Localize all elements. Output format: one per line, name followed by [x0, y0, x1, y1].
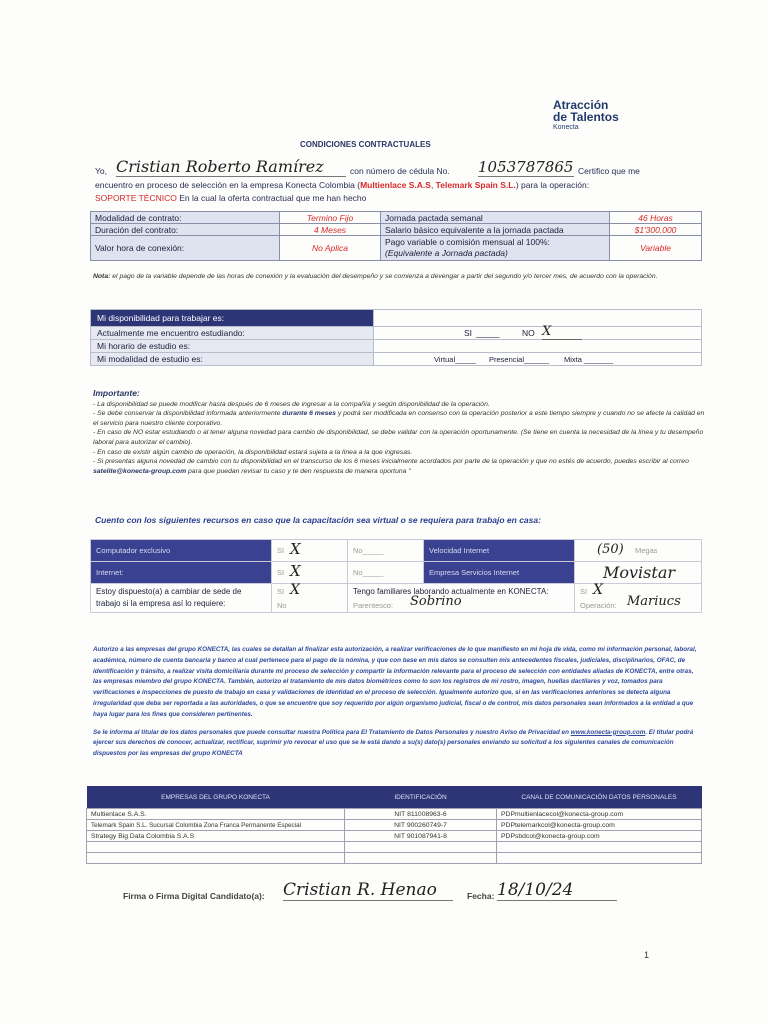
contract-value: No Aplica	[280, 236, 381, 261]
contract-label2: Salario básico equivalente a la jornada pactada	[381, 224, 610, 236]
table-row	[91, 540, 702, 562]
parentesco-cell: Parentesco: Sobrino	[348, 598, 575, 613]
table-row	[87, 809, 702, 820]
table-row	[91, 353, 702, 366]
contract-label2: Jornada pactada semanal	[381, 212, 610, 224]
date-handwritten: 18/10/24	[497, 880, 617, 901]
availability-schedule-answer	[374, 340, 702, 353]
table-header-row	[87, 786, 702, 809]
document-title: CONDICIONES CONTRACTUALES	[300, 140, 431, 149]
table-row	[91, 310, 702, 327]
isp-value: Movistar	[575, 562, 702, 584]
internet-no: No_____	[348, 562, 424, 584]
table-row	[87, 853, 702, 864]
col-header: IDENTIFICACIÓN	[345, 786, 497, 809]
mode-mixta: Mixta _______	[564, 355, 614, 364]
computer-si: SI X	[272, 540, 348, 562]
company-nit: NIT 901087941-8	[345, 831, 497, 842]
mode-virtual: Virtual_____	[434, 355, 476, 364]
logo-line1: Atracción	[553, 98, 609, 112]
resources-title: Cuento con los siguientes recursos en caso que la capacitación sea virtual o se requiera para trabajo en casa:	[95, 515, 541, 525]
table-row	[91, 340, 702, 353]
intro-line3: SOPORTE TÉCNICO En la cual la oferta contractual que me han hecho	[95, 193, 367, 203]
contract-value: 4 Meses	[280, 224, 381, 236]
table-row	[87, 831, 702, 842]
contract-value: Termino Fijo	[280, 212, 381, 224]
contract-label2: Pago variable o comisión mensual al 100%: (Equivalente a Jornada pactada)	[381, 236, 610, 261]
availability-studying-label: Actualmente me encuentro estudiando:	[91, 327, 374, 340]
internet-label: Internet:	[91, 562, 272, 584]
computer-no: No_____	[348, 540, 424, 562]
family-label: Tengo familiares laborando actualmente en KONECTA:	[348, 584, 575, 599]
company-nit: NIT 811008963-6	[345, 809, 497, 820]
signature-handwritten: Cristian R. Henao	[283, 880, 453, 901]
availability-table	[90, 309, 702, 366]
availability-header-blank	[374, 310, 702, 327]
relocate-label: Estoy dispuesto(a) a cambiar de sede de trabajo si la empresa así lo requiere:	[91, 584, 272, 613]
availability-mode-answer	[374, 353, 702, 366]
contract-table	[90, 211, 702, 261]
important-item: - Se debe conservar la disponibilidad informada anteriormente durante 6 meses y podrá ser modificada en consenso con la operación posterior a este tiempo siempre y cuando no se afecte la calidad en el servicio para nuestro cliente corporativo.	[93, 410, 705, 427]
col-header: CANAL DE COMUNICACIÓN DATOS PERSONALES	[497, 786, 702, 809]
privacy-link[interactable]: www.konecta-group.com	[570, 728, 646, 736]
no-check-mark: X	[542, 324, 582, 340]
table-row	[91, 236, 702, 261]
intro-yo: Yo,	[95, 166, 107, 176]
contract-note: Nota: el pago de la variable depende de las horas de conexión y la evaluación del desempeño y se comienza a devengar a partir del segundo y/o tercer mes, de acuerdo con la operación.	[93, 273, 658, 280]
isp-label: Empresa Servicios Internet	[424, 562, 575, 584]
operacion-cell: Operación: Mariucs	[575, 598, 702, 613]
col-header: EMPRESAS DEL GRUPO KONECTA	[87, 786, 345, 809]
company-name: Telemark Spain S.L. Sucursal Colombia Zona Franca Permanente Especial	[87, 820, 345, 831]
mode-presencial: Presencial______	[489, 355, 550, 364]
cedula-handwritten: 1053787865	[478, 158, 574, 176]
availability-mode-label: Mi modalidad de estudio es:	[91, 353, 374, 366]
table-row	[87, 820, 702, 831]
table-row	[91, 562, 702, 584]
no-label: NO	[522, 328, 535, 338]
family-si: SI X	[575, 584, 702, 599]
important-item: - La disponibilidad se puede modificar hasta después de 6 meses de ingresar a la compañía y según disponibilidad de la operación.	[93, 400, 490, 408]
speed-label: Velocidad Internet	[424, 540, 575, 562]
candidate-name-handwritten: Cristian Roberto Ramírez	[116, 157, 346, 177]
important-section	[93, 389, 705, 476]
contract-label: Modalidad de contrato:	[91, 212, 280, 224]
signature-label: Firma o Firma Digital Candidato(a):	[123, 891, 265, 901]
computer-label: Computador exclusivo	[91, 540, 272, 562]
resources-table	[90, 539, 702, 613]
authorization-p2: Se le informa al titular de los datos personales que puede consultar nuestra Política para El Tratamiento de Datos Personales y nuestro Aviso de Privacidad en www.konecta-group.com. El titular podrá ejercer sus derechos de conocer, actualizar, rectificar, suprimir y/o revocar el uso que se le está dando a su(s) dato(s) personales enviando su solicitud a los siguientes canales de comunicación dispuestos por las empresas del grupo KONECTA	[93, 728, 694, 758]
important-item: - En caso de existir algún cambio de operación, la disponibilidad estará sujeta a la línea a la que ingresas.	[93, 448, 413, 456]
contract-label: Duración del contrato:	[91, 224, 280, 236]
contract-label: Valor hora de conexión:	[91, 236, 280, 261]
authorization-text	[93, 645, 703, 760]
date-label: Fecha:	[467, 891, 495, 901]
company-email: PDPsbdcol@konecta-group.com	[497, 831, 702, 842]
table-row	[91, 224, 702, 236]
intro-line2: encuentro en proceso de selección en la empresa Konecta Colombia (Multienlace S.A.S, Telemark Spain S.L.) para la operación:	[95, 180, 590, 190]
company-email: PDPtelemarkcol@konecta-group.com	[497, 820, 702, 831]
availability-studying-answer: SI _____ NO X	[374, 327, 702, 340]
company-email: PDPmultienlacecol@konecta-group.com	[497, 809, 702, 820]
table-row	[91, 212, 702, 224]
important-item: - En caso de NO estar estudiando o al tener alguna novedad para cambio de disponibilidad, se debe validar con la operación oportunamente. (Se tiene en cuenta la necesidad de la línea y tu desempeño laboral para autorizar el cambio).	[93, 429, 704, 446]
table-row	[87, 842, 702, 853]
contract-value2: Variable	[610, 236, 702, 261]
logo-line2: de Talentos	[553, 110, 619, 124]
page-number: 1	[644, 950, 650, 960]
company-name: Strategy Big Data Colombia S.A.S	[87, 831, 345, 842]
logo-line3: Konecta	[553, 124, 579, 131]
important-item: - Si presentas alguna novedad de cambio con tu disponibilidad en el transcurso de los 6 meses inicialmente acordados por parte de la operación y que no estés de acuerdo, puedes escribir al correo satelite@konecta-group.com para que puedan revisar tu caso y te den respuesta de manera oportuna "	[93, 458, 689, 475]
companies-table	[86, 786, 702, 864]
si-label: SI	[464, 328, 473, 338]
availability-header: Mi disponibilidad para trabajar es:	[91, 310, 374, 327]
relocate-si: SI X	[272, 584, 348, 599]
company-name: Multienlace S.A.S.	[87, 809, 345, 820]
important-title: Importante:	[93, 388, 140, 398]
authorization-p1: Autorizo a las empresas del grupo KONECTA, las cuales se detallan al finalizar esta autorización, a realizar verificaciones de lo que manifiesto en mi hoja de vida, como mi información personal, laboral, académica, número de cuenta bancaria y banco al cual pertenece para el pago de la nómina, y que con base en mis datos se consulten mis antecedentes fiscales, judiciales, disciplinarios, OFAC, de identificación y tránsito, a realizar visita domiciliaria durante mi proceso de selección y compartir la información relevante para el proceso de selección con entidades aliadas de KONECTA, entre otras, las empresas miembro del grupo KONECTA. También, autorizo el tratamiento de mis datos biométricos como lo son los registros de mi rostro, imagen, huellas dactilares y voz, tomados para verificaciones e inspecciones de puesto de trabajo en casa y validaciones de identidad en el proceso de selección. Igualmente autorizo que, si en las verificaciones anteriores se detecta alguna irregularidad que deba ser reportada a las autoridades, o que se encuentre que soy requerido por algún organismo judicial, fiscal o de control, mis datos personales sean informados a la entidad a que haya lugar para los fines que consideren pertinentes.	[93, 646, 697, 718]
table-row	[91, 327, 702, 340]
contract-value2: 46 Horas	[610, 212, 702, 224]
availability-schedule-label: Mi horario de estudio es:	[91, 340, 374, 353]
contract-value2: $1'300.000	[610, 224, 702, 236]
speed-value: (50) Megas	[575, 540, 702, 562]
internet-si: SI X	[272, 562, 348, 584]
relocate-no: No	[272, 598, 348, 613]
intro-certifico: Certifico que me	[578, 166, 640, 176]
table-row	[91, 584, 702, 599]
intro-cedula-label: con número de cédula No.	[350, 166, 450, 176]
company-nit: NIT 900260749-7	[345, 820, 497, 831]
